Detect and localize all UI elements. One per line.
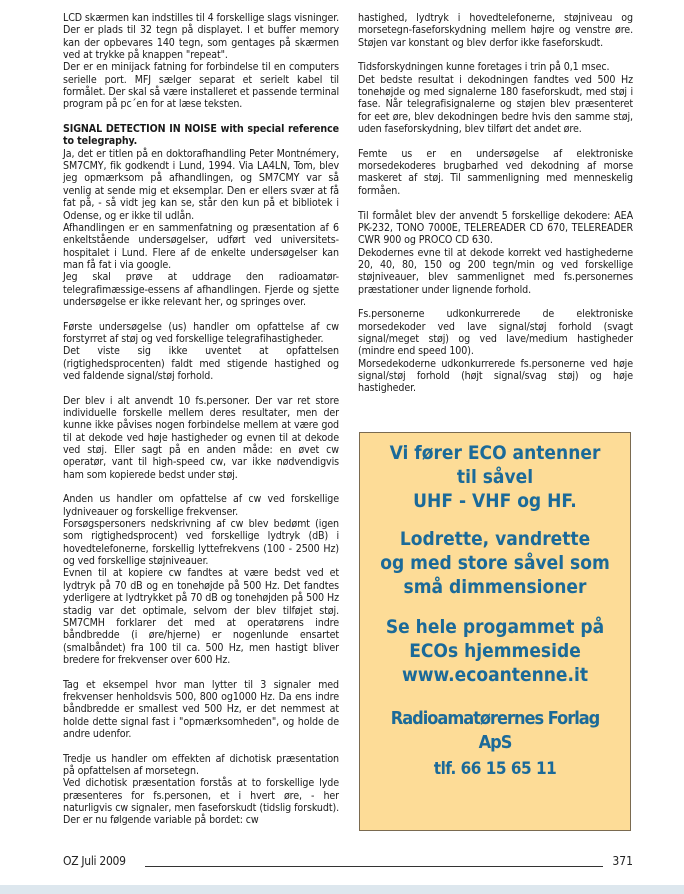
ad-company-name: Radioamatørernes Forlag <box>390 708 600 729</box>
ad-line: Se hele progammet på <box>385 616 605 638</box>
paragraph: Jeg skal prøve at uddrage den radioamatør-telegrafimæssige-essens af afhandlingen. Fjerde og sjette undersøgelse er ikke relevant her, og springes over. <box>63 271 339 308</box>
paragraph: Til formålet blev der anvendt 5 forskellige dekodere: AEA PK-232, TONO 7000E, TELEREADER CD 670, TELEREADER CWR 900 og PROCO CD 630. <box>358 209 633 247</box>
paragraph: Tag et eksempel hvor man lytter til 3 signaler med frekvenser henholdsvis 500, 800 og1000 Hz. Da ens indre båndbredde er smallest ved 500 Hz, er det nemmest at holde dette signal fast i "opmærksomheden", og holde de andre udenfor. <box>63 678 339 740</box>
ad-company <box>360 707 630 781</box>
paragraph: Femte us er en undersøgelse af elektroniske morsedekoderes brugbarhed ved dekodning af morse maskeret af støj. Til sammenligning med menneskelig formåen. <box>358 147 633 197</box>
ad-line: ECOs hjemmeside <box>409 640 581 662</box>
paragraph: LCD skærmen kan indstilles til 4 forskellige slags visninger. Der er plads til 32 tegn på displayet. I et buffer memory kan der opbevares 140 tegn, som gentages på skærmen ved at trykke på knappen "repeat". <box>63 12 339 62</box>
paragraph: Anden us handler om opfattelse af cw ved forskellige lydniveauer og forskellige frekvenser. <box>63 493 339 518</box>
ad-line: små dimmensioner <box>403 576 587 598</box>
ad-features <box>360 527 630 599</box>
paragraph: Det bedste resultat i dekodningen fandtes ved 500 Hz tonehøjde og med signalerne 180 faseforskudt, med støj i fase. Når telegrafisignalerne og støjen blev præsenteret for eet øre, blev dekodningen bedre hvis den samme støj, uden faseforskydning, blev tilført det andet øre. <box>358 73 633 136</box>
page-number: 371 <box>612 854 633 868</box>
paragraph: Tidsforskydningen kunne foretages i trin på 0,1 msec. <box>358 61 610 74</box>
issue-label: OZ Juli 2009 <box>63 854 126 868</box>
ad-line: Vi fører ECO antenner <box>389 442 601 464</box>
paragraph: Der er en minijack fatning for forbindelse til en computers serielle port. MFJ sælger separat et serielt kabel til formålet. Der skal så være installeret et passende terminal program på pc´en for at læse teksten. <box>63 61 339 111</box>
paragraph: Afhandlingen er en sammenfatning og præsentation af 6 enkeltstående undersøgelser, udført ved universitets-hospitalet i Lund. Flere af de enkelte undersøgelser kan man få fat i via google. <box>63 221 339 271</box>
paragraph: Dekodernes evne til at dekode korrekt ved hastighederne 20, 40, 80, 150 og 200 tegn/min og ved forskellige støjniveauer, blev sammenlignet med fs.personernes præstationer under lignende forhold. <box>358 246 633 296</box>
paragraph: hastighed, lydtryk i hovedtelefonerne, støjniveau og morsetegn-faseforskydning mellem højre og venstre øre. Støjen var konstant og blev derfor ikke faseforskudt. <box>358 12 633 49</box>
ad-url-link[interactable]: www.ecoantenne.it <box>401 664 589 686</box>
paragraph: Ja, det er titlen på en doktorafhandling Peter Montnémery, SM7CMY, fik godkendt i Lund, 1994. Via LA4LN, Tom, blev jeg opmærksom på afhandlingen, og SM7CMY var så venlig at sende mig et eksemplar. Den er ellers svær at få fat på, - så vidt jeg kan se, står den kun på et bibliotek i Odense, og er ikke til udlån. <box>63 147 339 222</box>
ad-company-suffix: ApS <box>478 732 512 753</box>
paragraph: Fs.personerne udkonkurrerede de elektroniske morsedekoder ved lave signal/støj forhold (svagt signal/meget støj) og ved lave/medium hastigheder (mindre end speed 100). <box>358 308 633 358</box>
ad-intro <box>360 441 630 513</box>
paragraph: Ved dichotisk præsentation forstås at to forskellige lyde præsenteres for fs.personen, et i hvert øre, - her naturligvis cw signaler, men faseforskudt (tidslig forskudt). Der er nu følgende variable på bordet: cw <box>63 777 339 827</box>
ad-line: og med store såvel som <box>380 552 610 574</box>
footer-rule <box>145 866 603 867</box>
paragraph: Første undersøgelse (us) handler om opfattelse af cw forstyrret af støj og ved forskellige telegrafihastigheder. <box>63 320 339 345</box>
paragraph: Forsøgspersoners nedskrivning af cw blev bedømt (igen som rigtighedsprocent) ved forskellige lydtryk (dB) i hovedtelefonerne, forskellig lyttefrekvens (100 - 2500 Hz) og ved forskellige støjniveauer. <box>63 518 339 568</box>
paragraph: Tredje us handler om effekten af dichotisk præsentation på opfattelsen af morsetegn. <box>63 752 339 777</box>
section-heading: SIGNAL DETECTION IN NOISE with special reference to telegraphy. <box>63 123 339 148</box>
ad-line: til såvel <box>456 466 534 488</box>
ad-line: Lodrette, vandrette <box>399 528 591 550</box>
ad-line: UHF - VHF og HF. <box>413 490 577 512</box>
viewer-bottom-band <box>0 885 684 894</box>
ad-website <box>360 615 630 687</box>
paragraph: Evnen til at kopiere cw fandtes at være bedst ved et lydtryk på 70 dB og en tonehøjde på 500 Hz. Det fandtes yderligere at lydtrykket på 70 dB og tonehøjden på 500 Hz stadig var det optimale, selvom der blev tilføjet støj. SM7CMH forklarer det med at operatørens indre båndbredde (i øre/hjerne) er nogenlunde ensartet (smalbåndet) fra 100 til ca. 500 Hz, men hastigt bliver bredere for frekvenser over 600 Hz. <box>63 567 339 666</box>
paragraph: Der blev i alt anvendt 10 fs.personer. Der var ret store individuelle forskelle mellem deres resultater, men der kunne ikke påvises nogen forbindelse mellem at være god til at dekode ved høje hastigheder og evnen til at dekode ved støj. Eller sagt på en anden måde: en øvet cw operatør, vant til high-speed cw, var ikke nødvendigvis ham som kopierede bedst under støj. <box>63 394 339 481</box>
ad-phone: tlf. 66 15 65 11 <box>433 759 557 779</box>
page-footer <box>63 853 633 869</box>
paragraph: Det viste sig ikke uventet at opfattelsen (rigtighedsprocenten) faldt med stigende hastighed og ved faldende signal/støj forhold. <box>63 345 339 382</box>
paragraph: Morsedekoderne udkonkurrerede fs.personerne ved høje signal/støj forhold (højt signal/svag støj) og høje hastigheder. <box>358 357 633 395</box>
eco-antenna-advertisement <box>359 432 631 831</box>
left-column <box>63 12 339 827</box>
right-column <box>358 12 633 395</box>
